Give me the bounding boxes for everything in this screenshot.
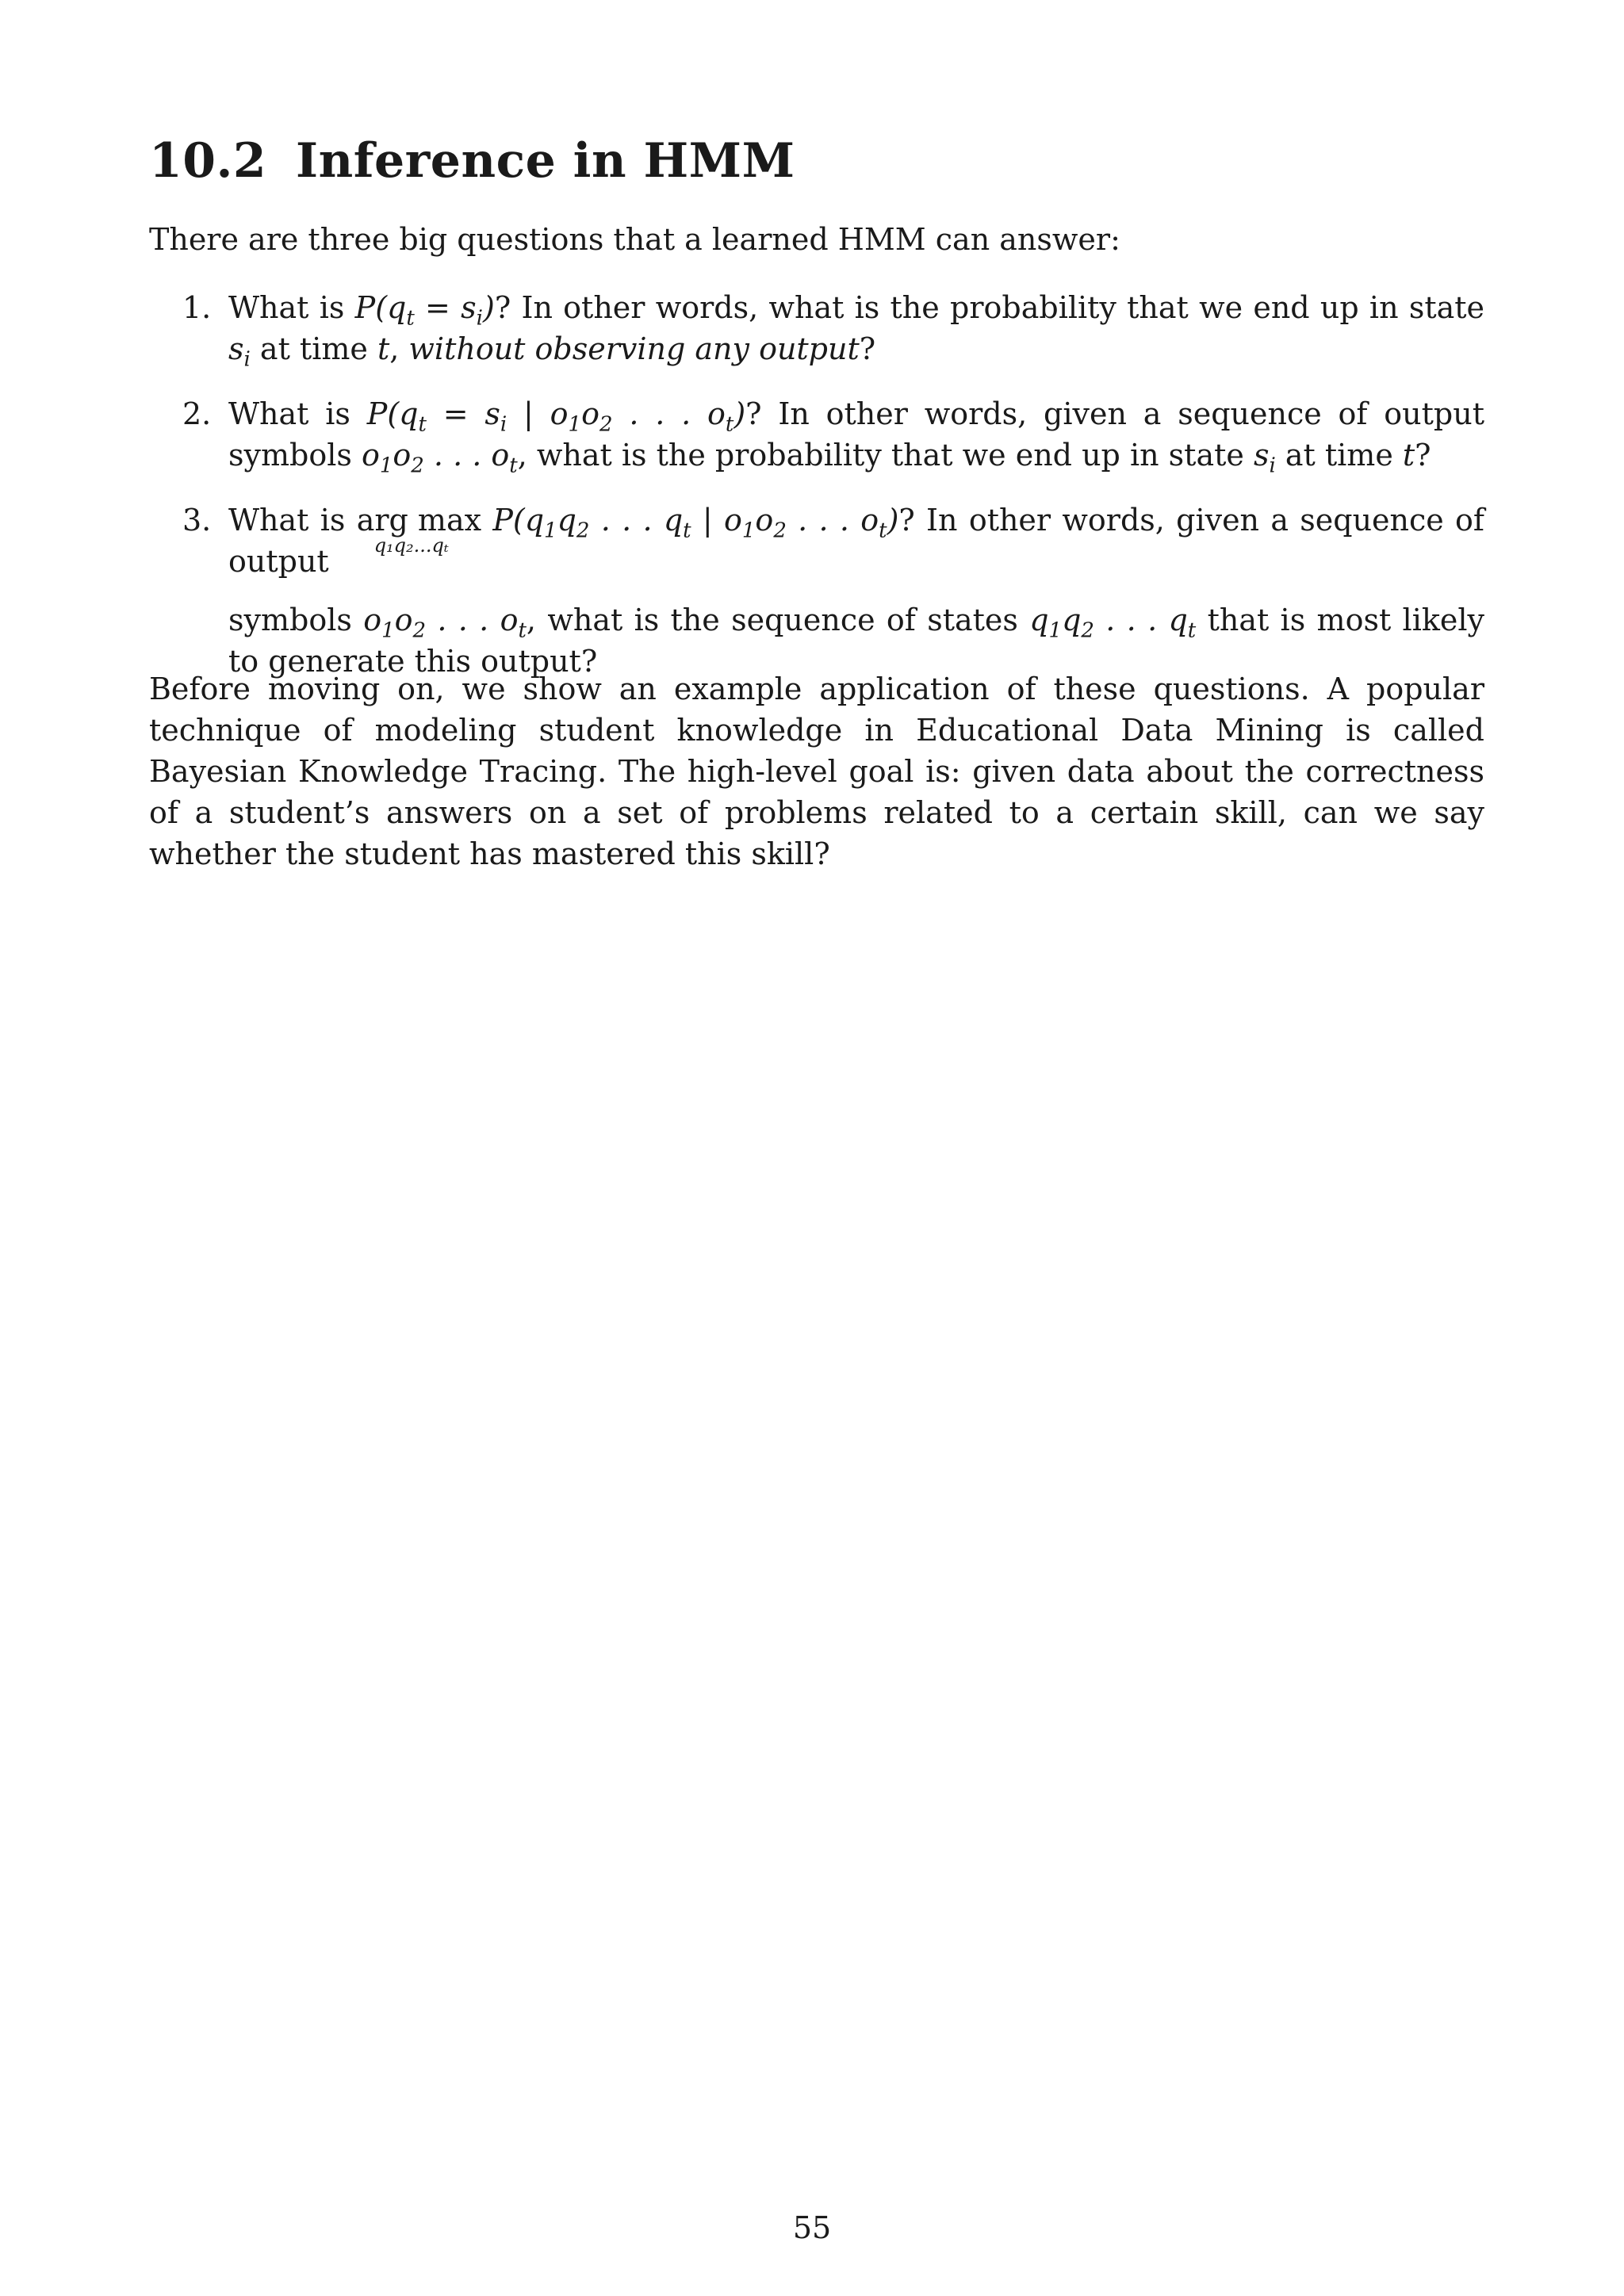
- page-number: 55: [792, 2210, 832, 2245]
- math-expression: $P(q_1q_2$ . . . $q_t$ | $o_1o_2$ . . . $o_t$): [492, 503, 899, 543]
- list-item: 1. What is $P(q_t = s_i)$? In other words, what is the probability that we end up in state $s_i$ at time t, without observing any output?: [149, 287, 1484, 369]
- closing-paragraph: Before moving on, we show an example application of these questions. A popular technique of modeling student knowledge in Educational Data Mining is called Bayesian Knowledge Tracing. The high-level goal is: given data about the correctness of a student’s answers on a set of problems related to a certain skill, can we say whether the student has mastered this skill?: [149, 672, 1484, 871]
- section-number: 10.2: [149, 133, 267, 189]
- argmax-subscript: q₁q₂...qₜ: [373, 534, 449, 557]
- list-item: 2. What is $P(q_t = s_i$ | $o_1o_2$ . . . $o_t$)? In other words, given a sequence of output symbols $o_1o_2$ . . . $o_t$, what is the probability that we end up in state $s_i$ at time t?: [149, 393, 1484, 476]
- section-title: Inference in HMM: [296, 133, 795, 189]
- intro-paragraph: There are three big questions that a learned HMM can answer:: [149, 222, 1120, 257]
- math-expression: $P(q_t = s_i)$: [354, 290, 495, 331]
- argmax-operator: arg max q₁q₂...qₜ: [356, 503, 482, 557]
- section-heading: [149, 133, 795, 189]
- math-expression: $P(q_t = s_i$ | $o_1o_2$ . . . $o_t$): [366, 396, 746, 437]
- list-marker: 2.: [182, 396, 212, 431]
- list-marker: 3.: [182, 503, 212, 538]
- emphasis: without observing any output: [408, 331, 860, 366]
- question-list: [149, 287, 1484, 706]
- list-item: 3. What is arg max q₁q₂...qₜ $P(q_1q_2$ . . . $q_t$ | $o_1o_2$ . . . $o_t$)? In other words, given a sequence of output symbols $o_1o_2$ . . . $o_t$, what is the sequence of states $q_1q_2$ . . . $q_t$ that is most likely to generate this output?: [149, 499, 1484, 682]
- list-marker: 1.: [182, 290, 212, 325]
